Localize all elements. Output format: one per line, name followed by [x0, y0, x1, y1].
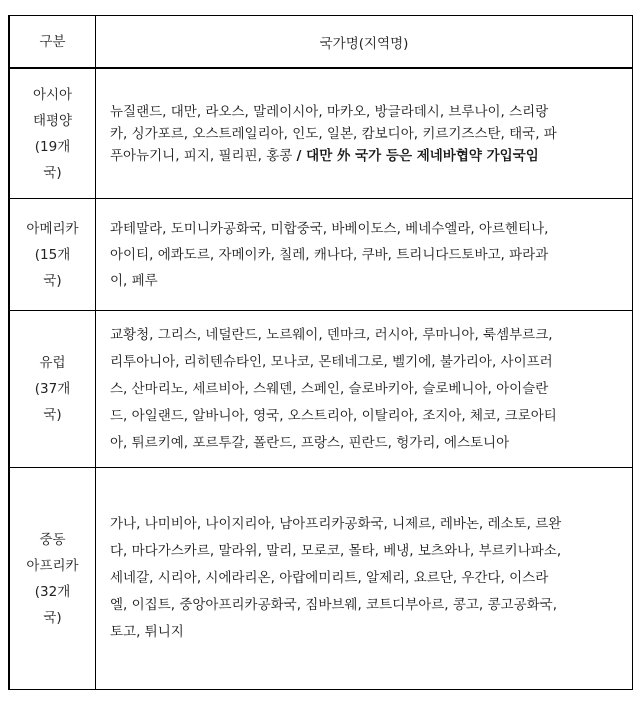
country-list-line: 세네갈, 시리아, 시에라리온, 아랍에미리트, 알제리, 요르단, 우간다, 이스라 — [110, 570, 549, 586]
region-label-line: 중동 — [39, 531, 66, 548]
country-list-line: 뉴질랜드, 대만, 라오스, 말레이시아, 마카오, 방글라데시, 브루나이, 스리랑 — [110, 103, 549, 120]
country-list — [96, 199, 633, 311]
geneva-convention-note: / 대만 外 국가 등은 제네바협약 가입국임 — [296, 147, 539, 164]
region-label — [9, 311, 96, 468]
country-list-line: 아이티, 에콰도르, 자메이카, 칠레, 캐나다, 쿠바, 트리니다드토바고, 파라과 — [110, 246, 549, 263]
region-count-line: (15개 — [34, 246, 71, 263]
country-list — [96, 311, 633, 468]
country-list-line — [110, 145, 618, 167]
country-list-line: 리투아니아, 리히텐슈타인, 모나코, 몬테네그로, 벨기에, 불가리아, 사이프러 — [110, 353, 553, 370]
region-label-line: 아메리카 — [26, 220, 79, 237]
country-list-line: 가나, 나미비아, 나이지리아, 남아프리카공화국, 니제르, 레바논, 레소토, 르완 — [110, 516, 562, 532]
table-header-row — [9, 16, 633, 69]
region-label-line: 태평양 — [32, 112, 73, 129]
country-list — [96, 468, 633, 690]
country-list-line: 스, 산마리노, 세르비아, 스웨덴, 스페인, 슬로바키아, 슬로베니아, 아이슬란 — [110, 380, 549, 397]
country-list-line: 카, 싱가포르, 오스트레일리아, 인도, 일본, 캄보디아, 키르기즈스탄, 태국, 파 — [110, 125, 557, 142]
region-count-line: (37개 — [34, 381, 71, 397]
region-label — [9, 468, 96, 690]
country-list-line: 아, 튀르키예, 포르투갈, 폴란드, 프랑스, 핀란드, 헝가리, 에스토니아 — [110, 434, 510, 451]
region-label — [9, 199, 96, 311]
country-list — [96, 68, 633, 199]
country-list-line: 드, 아일랜드, 알바니아, 영국, 오스트리아, 이탈리아, 조지아, 체코, 크로아티 — [110, 407, 557, 424]
region-label-line: 유럽 — [39, 355, 66, 371]
table-row-middle-east-africa — [9, 468, 633, 690]
country-list-line: 과테말라, 도미니카공화국, 미합중국, 바베이도스, 베네수엘라, 아르헨티나, — [110, 220, 549, 237]
region-count-line: 국) — [43, 609, 62, 626]
region-count-line: 국) — [43, 164, 62, 181]
region-count-line: 국) — [43, 407, 62, 423]
table-row-europe — [9, 311, 633, 468]
country-list-line: 이, 페루 — [110, 272, 158, 289]
region-count-line: (32개 — [34, 583, 71, 600]
region-label-line: 아프리카 — [26, 557, 79, 574]
region-label — [9, 68, 96, 199]
region-label-line: 아시아 — [32, 86, 73, 103]
header-countries: 국가명(지역명) — [96, 16, 633, 69]
country-list-line: 엘, 이집트, 중앙아프리카공화국, 짐바브웨, 코트디부아르, 콩고, 콩고공화국, — [110, 597, 558, 613]
country-list-text: 푸아뉴기니, 피지, 필리핀, 홍콩 — [110, 147, 297, 164]
header-category: 구분 — [9, 16, 96, 69]
country-list-line: 토고, 튀니지 — [110, 624, 184, 640]
country-list-line: 교황청, 그리스, 네덜란드, 노르웨이, 덴마크, 러시아, 루마니아, 룩셈부르크, — [110, 326, 553, 343]
country-list-line: 다, 마다가스카르, 말라위, 말리, 모로코, 몰타, 베냉, 보츠와나, 부르키나파소, — [110, 543, 562, 559]
country-region-table — [8, 15, 633, 690]
table-row-americas — [9, 199, 633, 311]
region-count-line: (19개 — [34, 138, 71, 155]
table-row-asia-pacific — [9, 68, 633, 199]
region-count-line: 국) — [43, 272, 62, 289]
